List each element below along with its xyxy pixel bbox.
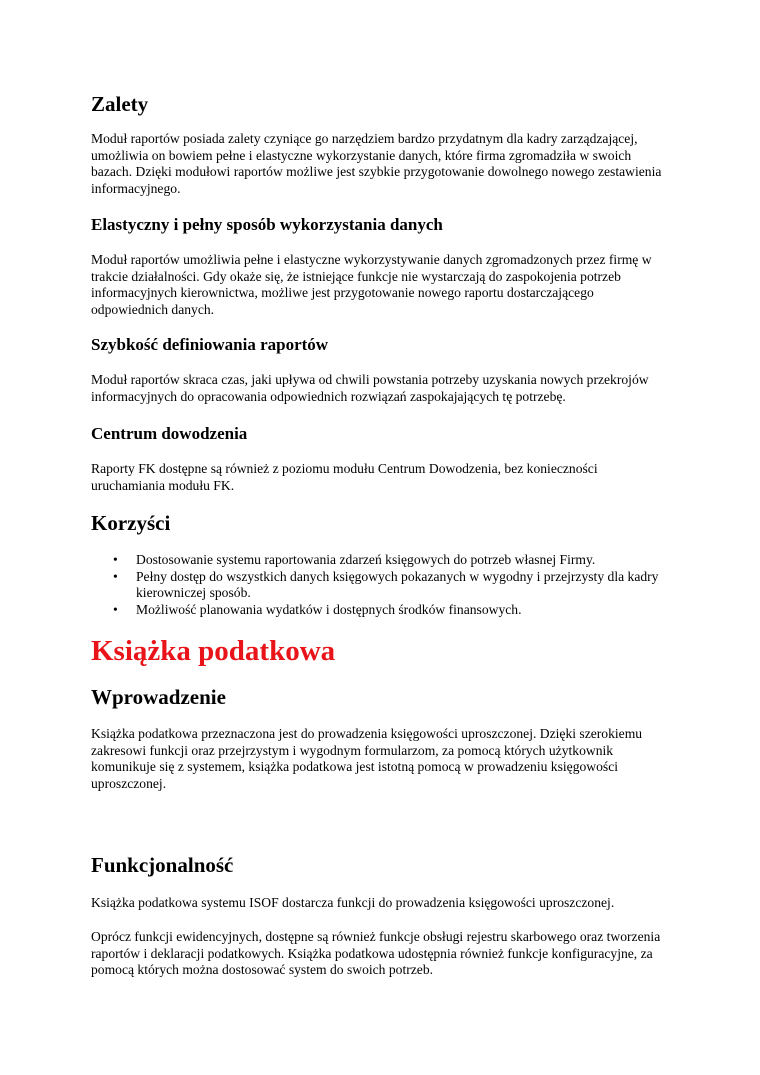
list-item: • Możliwość planowania wydatków i dostępnych środków finansowych. — [113, 601, 522, 617]
section-title-ksiazka: Książka podatkowa — [91, 635, 336, 667]
paragraph-centrum: Raporty FK dostępne są również z poziomu modułu Centrum Dowodzenia, bez konieczności uruchamiania modułu FK. — [91, 461, 598, 493]
paragraph-zalety: Moduł raportów posiada zalety czyniące go narzędziem bardzo przydatnym dla kadry zarządzającej, umożliwia on bowiem pełne i elastyczne wykorzystanie danych, które firma zgromadziła w swoich bazach. Dzięki modułowi raportów możliwe jest szybkie przygotowanie dowolnego nowego zestawienia informacyjnego. — [91, 131, 662, 196]
heading-funkcjonalnosc: Funkcjonalność — [91, 853, 234, 877]
paragraph-wprowadzenie: Książka podatkowa przeznaczona jest do prowadzenia księgowości uproszczonej. Dzięki szerokiemu zakresowi funkcji oraz przejrzystym i wygodnym formularzom, za pomocą których użytkownik komunikuje się z systemem, książka podatkowa jest istotną pomocą w prowadzeniu księgowości uproszczonej. — [91, 726, 643, 791]
list-item: • Dostosowanie systemu raportowania zdarzeń księgowych do potrzeb własnej Firmy. — [113, 552, 596, 567]
bullet-icon: • — [113, 568, 118, 584]
paragraph-funkcjonalnosc-2: Oprócz funkcji ewidencyjnych, dostępne są również funkcje obsługi rejestru skarbowego oraz tworzenia raportów i deklaracji podatkowych. Książka podatkowa udostępnia również funkcje konfiguracyjne, za pomocą których można dostosować system do swoich potrzeb. — [91, 929, 661, 977]
bullet-icon: • — [113, 601, 118, 617]
list-item: • Pełny dostęp do wszystkich danych księgowych pokazanych w wygodny i przejrzysty dla kadry kierowniczej sposób. — [113, 568, 659, 600]
benefits-list — [91, 552, 671, 618]
heading-centrum: Centrum dowodzenia — [91, 424, 248, 443]
heading-szybkosc: Szybkość definiowania raportów — [91, 335, 329, 354]
heading-zalety: Zalety — [91, 92, 149, 116]
bullet-icon: • — [113, 552, 118, 567]
heading-elastyczny: Elastyczny i pełny sposób wykorzystania danych — [91, 215, 443, 234]
paragraph-szybkosc: Moduł raportów skraca czas, jaki upływa od chwili powstania potrzeby uzyskania nowych przekrojów informacyjnych do opracowania odpowiednich rozwiązań zaspokajających tę potrzebę. — [91, 372, 649, 404]
heading-wprowadzenie: Wprowadzenie — [91, 685, 226, 709]
paragraph-elastyczny: Moduł raportów umożliwia pełne i elastyczne wykorzystywanie danych zgromadzonych przez firmę w trakcie działalności. Gdy okaże się, że istniejące funkcje nie wystarczają do zaspokojenia potrzeb informacyjnych kierownictwa, możliwe jest przygotowanie nowego raportu dostarczającego odpowiednich danych. — [91, 252, 652, 317]
paragraph-funkcjonalnosc-1: Książka podatkowa systemu ISOF dostarcza funkcji do prowadzenia księgowości uproszczonej. — [91, 895, 615, 910]
heading-korzysci: Korzyści — [91, 511, 171, 535]
